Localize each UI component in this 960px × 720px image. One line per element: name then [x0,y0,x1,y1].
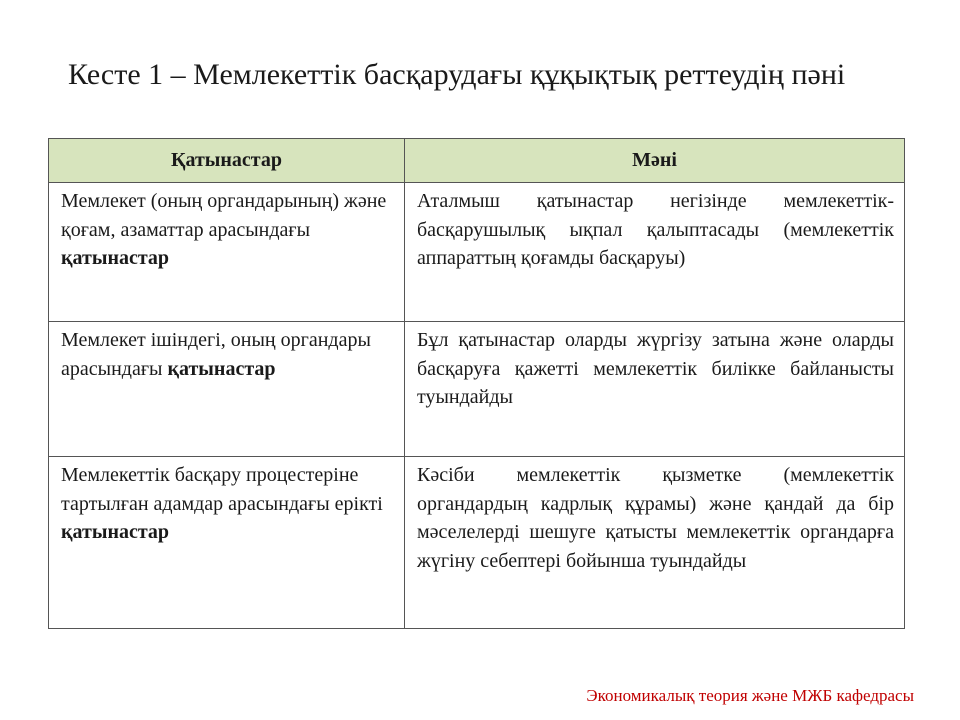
relation-cell [49,183,405,322]
table-row [49,457,905,629]
table-header-row [49,139,905,183]
relation-bold-text: қатынастар [61,521,170,543]
relations-table [48,138,905,629]
header-relations: Қатынастар [49,139,405,183]
table-row [49,183,905,322]
meaning-cell: Бұл қатынастар оларды жүргізу затына және оларды басқаруға қажетті мемлекеттік билікке байланысты туындайды [405,322,905,457]
relation-text: Мемлекет ішіндегі, оның органдары арасындағы [61,329,371,380]
department-footer: Экономикалық теория және МЖБ кафедрасы [586,686,914,705]
slide-title: Кесте 1 – Мемлекеттік басқарудағы құқықтық реттеудің пәні [68,58,846,91]
relation-bold-text: қатынастар [61,247,170,269]
header-meaning: Мәні [405,139,905,183]
relation-text: Мемлекеттік басқару процестеріне тартылған адамдар арасындағы ерікті [61,464,383,515]
relation-text: Мемлекет (оның органдарының) және қоғам, азаматтар арасындағы [61,190,387,241]
table-row [49,322,905,457]
meaning-cell: Кәсіби мемлекеттік қызметке (мемлекеттік органдардың кадрлық құрамы) және қандай да бір мәселелерді шешуге қатысты мемлекеттік органдарға жүгіну себептері бойынша туындайды [405,457,905,629]
relation-cell [49,322,405,457]
meaning-cell: Аталмыш қатынастар негізінде мемлекеттік-басқарушылық ықпал қалыптасады (мемлекеттік аппараттың қоғамды басқаруы) [405,183,905,322]
relation-bold-text: қатынастар [167,357,276,380]
relation-cell [49,457,405,629]
